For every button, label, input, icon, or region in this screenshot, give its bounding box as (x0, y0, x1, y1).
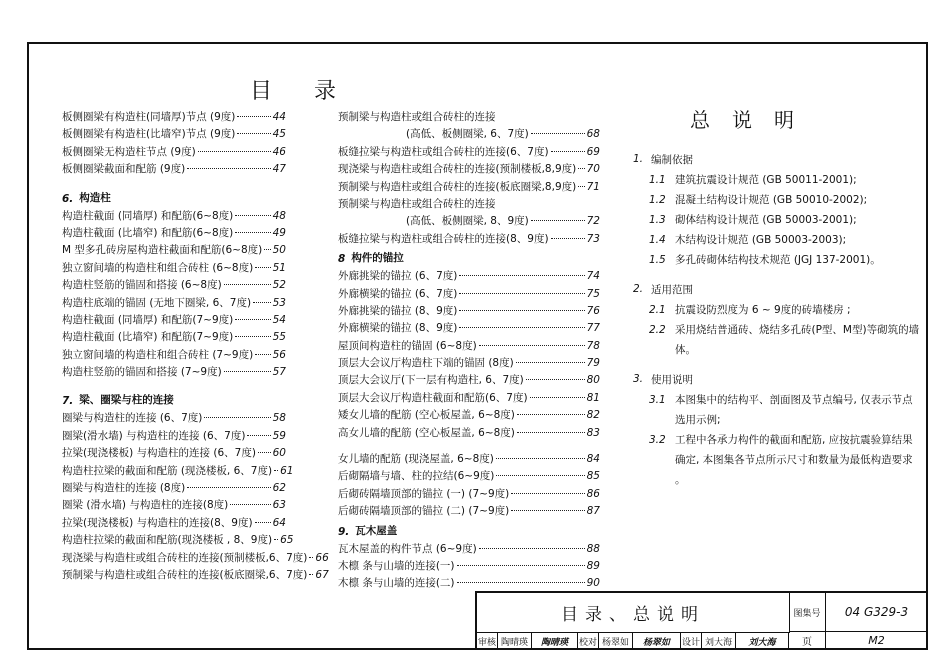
check-label: 校对 (578, 632, 599, 650)
section-title: 梁、圈梁与柱的连接 (79, 394, 174, 407)
toc-entry-text: 外廊挑梁的锚拉 (6、7度) (338, 270, 458, 283)
toc-page-number: 90 (586, 577, 600, 590)
toc-section-heading (338, 521, 600, 541)
leader-dots (517, 414, 585, 415)
toc-page-number: 77 (586, 322, 600, 335)
toc-page-number: 61 (280, 464, 294, 477)
toc-page-number: 57 (272, 366, 286, 379)
toc-page-number: 64 (272, 516, 286, 529)
leader-dots (479, 548, 585, 549)
toc-entry-text: 顶层大会议厅(下一层有构造柱, 6、7度) (338, 374, 524, 387)
toc-entry-text: (高低、板侧圈梁, 8、9度) (406, 215, 529, 228)
toc-page-number: 87 (586, 505, 600, 518)
toc-entry (338, 372, 600, 389)
leader-dots (309, 557, 313, 558)
toc-entry-text: 木檩 条与山墙的连接(一) (338, 559, 455, 572)
toc-entry (338, 425, 600, 442)
toc-entry-text: 构造柱截面 (同墙厚) 和配筋(6~8度) (62, 209, 234, 222)
toc-page-number: 47 (272, 163, 286, 176)
leader-dots (531, 133, 585, 134)
designer-signature: 刘大海 (736, 632, 789, 650)
toc-entry-text: 后砌砖隔墙顶部的锚拉 (二) (7~9度) (338, 505, 510, 518)
toc-entry-heading (338, 109, 600, 126)
toc-page-number: 79 (586, 357, 600, 370)
toc-entry (62, 312, 286, 329)
leader-dots (309, 574, 313, 575)
notes-item-number: 1.5 (649, 254, 666, 266)
toc-title: 目 录 (250, 79, 336, 104)
toc-entry (62, 329, 286, 346)
review-label: 审核 (477, 632, 498, 650)
notes-item-text: 抗震设防烈度为 6 ~ 9度的砖墙楼房 ; (675, 304, 851, 316)
leader-dots (255, 354, 270, 355)
leader-dots (457, 582, 585, 583)
spacer (338, 442, 600, 451)
notes-section-number: 2. (633, 283, 644, 295)
toc-entry (62, 532, 294, 549)
toc-entry (62, 144, 286, 161)
toc-page-number: 55 (272, 331, 286, 344)
toc-entry-text: 屋顶间构造柱的锚固 (6~8度) (338, 339, 477, 352)
notes-item-number: 2.1 (649, 304, 666, 316)
leader-dots (496, 475, 584, 476)
spacer (633, 490, 923, 498)
page-label: 页 (789, 632, 826, 650)
section-title: 构件的锚拉 (351, 252, 404, 265)
leader-dots (516, 362, 585, 363)
notes-item (633, 320, 923, 360)
leader-dots (496, 458, 585, 459)
toc-page-number: 45 (272, 128, 286, 141)
notes-item-number: 3.2 (649, 434, 666, 446)
leader-dots (517, 432, 585, 433)
toc-entry (338, 303, 600, 320)
toc-page-number: 75 (586, 287, 600, 300)
toc-page-number: 44 (272, 111, 286, 123)
toc-section-heading (338, 248, 600, 268)
toc-page-number: 60 (272, 447, 286, 460)
leader-dots (255, 522, 271, 523)
toc-entry-text: 后砌砖隔墙顶部的锚拉 (一) (7~9度) (338, 487, 510, 500)
toc-entry-text: 拉梁(现浇楼板) 与构造柱的连接 (6、7度) (62, 447, 256, 460)
toc-page-number: 86 (586, 487, 600, 500)
toc-entry (62, 260, 286, 277)
toc-entry-text: 女儿墙的配筋 (现浇屋盖, 6~8度) (338, 453, 494, 466)
reviewer-signature: 陶晴瑛 (532, 632, 578, 650)
toc-page-number: 82 (586, 409, 600, 422)
notes-item-text: 混凝土结构设计规范 (GB 50010-2002); (675, 194, 868, 206)
toc-entry-text: 构造柱竖筋的锚固和搭接 (6~8度) (62, 279, 222, 292)
leader-dots (459, 275, 584, 276)
notes-section-title: 适用范围 (651, 283, 694, 296)
spacer (62, 179, 286, 188)
toc-entry-text: 现浇梁与构造柱或组合砖柱的连接(预制楼板,8,9度) (338, 163, 577, 176)
title-block-title: 目录、总说明 (477, 593, 790, 633)
toc-entry-text: 板缝拉梁与构造柱或组合砖柱的连接(8、9度) (338, 232, 549, 245)
toc-entry-text: 预制梁与构造柱或组合砖柱的连接(板底圈梁,8,9度) (338, 180, 577, 193)
toc-entry (338, 286, 600, 303)
leader-dots (264, 249, 270, 250)
notes-item-text: 建筑抗震设计规范 (GB 50011-2001); (675, 174, 857, 186)
notes-item-text: 多孔砖砌体结构技术规范 (JGJ 137-2001)。 (675, 254, 881, 266)
leader-dots (235, 215, 270, 216)
toc-entry (338, 161, 600, 178)
toc-entry-text: 构造柱截面 (比墙窄) 和配筋(7~9度) (62, 331, 234, 344)
toc-entry-text: 预制梁与构造柱或组合砖柱的连接 (338, 197, 496, 210)
toc-page-number: 48 (272, 209, 286, 222)
leader-dots (457, 565, 585, 566)
toc-page-number: 71 (586, 180, 600, 193)
leader-dots (224, 371, 271, 372)
toc-page-number: 81 (586, 391, 600, 404)
toc-entry-text: 板侧圈梁无构造柱节点 (9度) (62, 145, 196, 158)
toc-entry-text: M 型多孔砖房屋构造柱截面和配筋(6~8度) (62, 244, 263, 257)
toc-entry-heading (338, 196, 600, 213)
checker-signature: 杨翠如 (633, 632, 681, 650)
checker-name: 杨翠如 (599, 632, 633, 650)
toc-page-number: 50 (272, 244, 286, 257)
leader-dots (224, 284, 271, 285)
toc-entry-text: 构造柱底端的锚固 (无地下圈梁, 6、7度) (62, 296, 252, 309)
leader-dots (204, 417, 270, 418)
toc-entry (62, 410, 286, 427)
leader-dots (235, 232, 270, 233)
toc-entry (62, 126, 286, 143)
leader-dots (530, 397, 585, 398)
atlas-number: 04 G329-3 (826, 593, 928, 632)
toc-entry (62, 463, 294, 480)
notes-section-number: 1. (633, 153, 644, 165)
notes-section-heading (633, 148, 923, 170)
toc-entry-text: 板侧圈梁有构造柱(比墙窄)节点 (9度) (62, 128, 236, 141)
section-number: 9. (338, 525, 350, 538)
notes-item (633, 190, 923, 210)
toc-entry-text: 独立窗间墙的构造柱和组合砖柱 (7~9度) (62, 348, 254, 361)
leader-dots (578, 168, 584, 169)
leader-dots (247, 435, 270, 436)
toc-entry-text: 构造柱截面 (同墙厚) 和配筋(7~9度) (62, 313, 234, 326)
leader-dots (235, 319, 270, 320)
toc-entry-text: (高低、板侧圈梁, 6、7度) (406, 128, 529, 141)
spacer (633, 270, 923, 278)
designer-name: 刘大海 (702, 632, 736, 650)
toc-entry-text: 后砌隔墙与墙、柱的拉结(6~9度) (338, 470, 495, 483)
toc-entry-text: 木檩 条与山墙的连接(二) (338, 577, 455, 590)
leader-dots (578, 186, 584, 187)
toc-entry (62, 428, 286, 445)
toc-entry-text: 预制梁与构造柱或组合砖柱的连接 (338, 111, 496, 123)
notes-item (633, 390, 923, 430)
general-notes (633, 148, 923, 498)
toc-entry-text: 顶层大会议厅构造柱截面和配筋(6、7度) (338, 391, 528, 404)
notes-title: 总说明 (690, 108, 816, 132)
leader-dots (511, 510, 584, 511)
section-number: 6. (62, 192, 74, 205)
toc-entry-text: 外廊挑梁的锚拉 (8、9度) (338, 304, 458, 317)
toc-entry (338, 407, 600, 424)
toc-page-number: 68 (586, 128, 600, 141)
toc-entry (62, 497, 286, 514)
toc-entry (62, 550, 329, 567)
toc-entry (338, 179, 600, 196)
toc-entry (338, 390, 600, 407)
leader-dots (274, 539, 278, 540)
leader-dots (255, 267, 270, 268)
toc-section-heading (62, 188, 286, 208)
notes-item-number: 1.1 (649, 174, 666, 186)
toc-page-number: 46 (272, 145, 286, 158)
toc-page-number: 83 (586, 426, 600, 439)
toc-entry (62, 109, 286, 126)
toc-entry (338, 541, 600, 558)
leader-dots (479, 345, 585, 346)
notes-section-heading (633, 368, 923, 390)
notes-item-text: 采用烧结普通砖、烧结多孔砖(P型、M型)等砌筑的墙体。 (675, 324, 920, 356)
leader-dots (551, 151, 585, 152)
section-title: 构造柱 (79, 191, 111, 204)
toc-page-number: 89 (586, 559, 600, 572)
toc-page-number: 49 (272, 226, 286, 239)
toc-entry (62, 567, 329, 584)
toc-entry (62, 277, 286, 294)
toc-entry-text: 顶层大会议厅构造柱下端的锚固 (8度) (338, 357, 514, 370)
toc-page-number: 78 (586, 339, 600, 352)
toc-entry (338, 213, 600, 230)
leader-dots (253, 302, 271, 303)
toc-page-number: 63 (272, 499, 286, 512)
toc-entry-text: 现浇梁与构造柱或组合砖柱的连接(预制楼板,6、7度) (62, 551, 308, 564)
toc-entry-text: 构造柱拉梁的截面和配筋 (现浇楼板, 6、7度) (62, 464, 273, 477)
toc-page-number: 51 (272, 261, 286, 274)
toc-entry-text: 矮女儿墙的配筋 (空心板屋盖, 6~8度) (338, 409, 515, 422)
toc-page-number: 66 (315, 551, 329, 564)
toc-page-number: 52 (272, 279, 286, 292)
toc-entry (62, 161, 286, 178)
toc-page-number: 80 (586, 374, 600, 387)
leader-dots (237, 116, 270, 117)
toc-page-number: 73 (586, 232, 600, 245)
toc-entry-text: 圈梁与构造柱的连接 (8度) (62, 482, 186, 495)
notes-section-title: 编制依据 (651, 153, 694, 166)
toc-entry (62, 295, 286, 312)
toc-entry-text: 构造柱竖筋的锚固和搭接 (7~9度) (62, 366, 222, 379)
toc-entry (62, 208, 286, 225)
leader-dots (531, 220, 585, 221)
toc-entry-text: 高女儿墙的配筋 (空心板屋盖, 6~8度) (338, 426, 515, 439)
leader-dots (235, 336, 270, 337)
toc-entry (338, 486, 600, 503)
notes-item-number: 1.4 (649, 234, 666, 246)
toc-entry-text: 外廊横梁的锚拉 (8、9度) (338, 322, 458, 335)
toc-entry-text: 构造柱拉梁的截面和配筋(现浇楼板 , 8、9度) (62, 534, 273, 547)
notes-item-number: 2.2 (649, 324, 666, 336)
toc-entry-text: 预制梁与构造柱或组合砖柱的连接(板底圈梁,6、7度) (62, 568, 308, 581)
leader-dots (258, 452, 271, 453)
spacer (633, 360, 923, 368)
leader-dots (274, 470, 278, 471)
toc-page-number: 84 (586, 453, 600, 466)
toc-entry-text: 圈梁(滑水墙) 与构造柱的连接 (6、7度) (62, 429, 246, 442)
leader-dots (198, 151, 271, 152)
toc-entry (62, 347, 286, 364)
toc-page-number: 69 (586, 145, 600, 158)
leader-dots (526, 379, 585, 380)
toc-entry (338, 320, 600, 337)
section-number: 8 (338, 253, 346, 266)
toc-column-left (62, 109, 329, 584)
page-number: M2 (826, 632, 928, 650)
toc-page-number: 88 (586, 542, 600, 555)
notes-item-text: 工程中各承力构件的截面和配筋, 应按抗震验算结果确定, 本图集各节点所示尺寸和数量为最低构造要求 。 (675, 434, 913, 486)
leader-dots (551, 238, 585, 239)
section-number: 7. (62, 395, 74, 408)
toc-entry-text: 圈梁与构造柱的连接 (6、7度) (62, 412, 203, 425)
toc-entry (338, 558, 600, 575)
toc-entry (62, 515, 286, 532)
notes-item-number: 1.2 (649, 194, 666, 206)
toc-entry (338, 338, 600, 355)
toc-entry-text: 圈梁 (滑水墙) 与构造柱的连接(8度) (62, 499, 229, 512)
reviewer-name: 陶晴瑛 (498, 632, 532, 650)
toc-entry (338, 126, 600, 143)
toc-page-number: 72 (586, 215, 600, 228)
notes-item (633, 300, 923, 320)
notes-section-number: 3. (633, 373, 644, 385)
toc-entry (62, 445, 286, 462)
atlas-label: 图集号 (789, 593, 826, 632)
notes-item (633, 250, 923, 270)
toc-entry (338, 503, 600, 520)
toc-entry-text: 板侧圈梁有构造柱(同墙厚)节点 (9度) (62, 111, 236, 123)
leader-dots (459, 327, 584, 328)
notes-item-text: 木结构设计规范 (GB 50003-2003); (675, 234, 847, 246)
toc-entry (338, 468, 600, 485)
toc-entry (62, 225, 286, 242)
toc-page-number: 62 (272, 482, 286, 495)
toc-entry-text: 独立窗间墙的构造柱和组合砖柱 (6~8度) (62, 261, 254, 274)
toc-entry (338, 144, 600, 161)
notes-item (633, 430, 923, 490)
toc-entry (62, 364, 286, 381)
notes-item-number: 1.3 (649, 214, 666, 226)
notes-section-heading (633, 278, 923, 300)
leader-dots (459, 293, 584, 294)
notes-item-text: 本图集中的结构平、剖面图及节点编号, 仅表示节点选用示例; (675, 394, 913, 426)
toc-entry (338, 451, 600, 468)
notes-item (633, 170, 923, 190)
toc-entry-text: 板侧圈梁截面和配筋 (9度) (62, 163, 186, 176)
toc-entry-text: 外廊横梁的锚拉 (6、7度) (338, 287, 458, 300)
toc-page-number: 59 (272, 429, 286, 442)
toc-page-number: 85 (586, 470, 600, 483)
notes-item (633, 230, 923, 250)
notes-section-title: 使用说明 (651, 373, 694, 386)
toc-page-number: 54 (272, 313, 286, 326)
toc-page-number: 67 (315, 568, 329, 581)
toc-entry-text: 拉梁(现浇楼板) 与构造柱的连接(8、9度) (62, 516, 253, 529)
spacer (62, 381, 286, 390)
toc-page-number: 70 (586, 163, 600, 176)
leader-dots (230, 504, 270, 505)
notes-item (633, 210, 923, 230)
toc-entry (62, 480, 286, 497)
toc-entry (338, 355, 600, 372)
toc-column-right (338, 109, 600, 593)
toc-entry-text: 瓦木屋盖的构件节点 (6~9度) (338, 542, 477, 555)
leader-dots (187, 487, 270, 488)
toc-entry-text: 板缝拉梁与构造柱或组合砖柱的连接(6、7度) (338, 145, 549, 158)
toc-entry-text: 构造柱截面 (比墙窄) 和配筋(6~8度) (62, 226, 234, 239)
leader-dots (187, 168, 270, 169)
section-title: 瓦木屋盖 (355, 524, 398, 537)
toc-page-number: 65 (280, 534, 294, 547)
toc-page-number: 76 (586, 304, 600, 317)
design-label: 设计 (681, 632, 702, 650)
toc-page-number: 58 (272, 412, 286, 425)
toc-page-number: 74 (586, 270, 600, 283)
leader-dots (237, 133, 270, 134)
leader-dots (511, 493, 584, 494)
toc-section-heading (62, 390, 286, 410)
toc-page-number: 56 (272, 348, 286, 361)
toc-entry (338, 268, 600, 285)
signature-row (477, 632, 789, 650)
toc-entry (338, 231, 600, 248)
notes-item-text: 砌体结构设计规范 (GB 50003-2001); (675, 214, 857, 226)
title-block (475, 591, 926, 648)
toc-page-number: 53 (272, 296, 286, 309)
toc-entry (62, 242, 286, 259)
notes-item-number: 3.1 (649, 394, 666, 406)
leader-dots (459, 310, 584, 311)
